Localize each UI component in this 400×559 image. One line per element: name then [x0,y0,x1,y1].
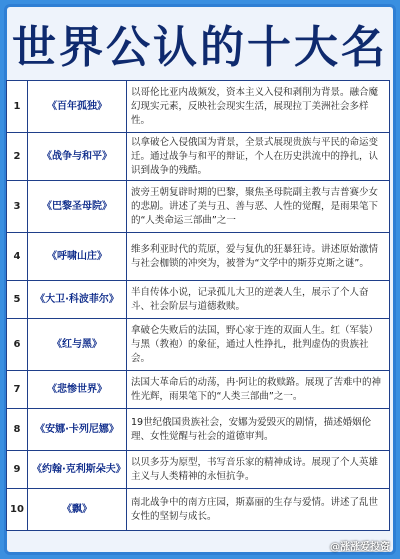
watermark: @涨涨爱投资 [330,542,390,553]
row-number: 2 [7,133,28,181]
book-description: 南北战争中的南方庄园，斯嘉丽的生存与爱情。讲述了乱世女性的坚韧与成长。 [127,489,390,531]
book-description: 拿破仑失败后的法国，野心家于连的双面人生。红（军装）与黑（教袍）的象征，通过人性挣扎，批判虚伪的贵族社会。 [127,319,390,371]
table-row [7,319,390,371]
book-title: 《红与黑》 [28,319,127,371]
book-title: 《呼啸山庄》 [28,233,127,281]
table-row [7,181,390,233]
book-title: 《百年孤独》 [28,81,127,133]
row-number: 6 [7,319,28,371]
book-description: 以哥伦比亚内战频发，资本主义入侵和剥削为背景。融合魔幻现实元素，反映社会现实生活，展现拉丁美洲社会多样性。 [127,81,390,133]
book-description: 波旁王朝复辟时期的巴黎，聚焦圣母院副主教与吉普赛少女的悲剧。讲述了美与丑、善与恶、人性的觉醒，是雨果笔下的“人类命运三部曲”之一 [127,181,390,233]
book-description: 以拿破仑入侵俄国为背景，全景式展现贵族与平民的命运变迁。通过战争与和平的辩证，个人在历史洪流中的挣扎，认识到战争的残酷。 [127,133,390,181]
row-number: 10 [7,489,28,531]
book-title: 《悲惨世界》 [28,371,127,409]
book-title: 《战争与和平》 [28,133,127,181]
row-number: 9 [7,451,28,489]
row-number: 4 [7,233,28,281]
book-description: 半自传体小说，记录孤儿大卫的逆袭人生，展示了个人奋斗、社会阶层与道德救赎。 [127,281,390,319]
book-title: 《约翰·克利斯朵夫》 [28,451,127,489]
book-description: 以贝多芬为原型，书写音乐家的精神成诗。展现了个人英雄主义与人类精神的永恒抗争。 [127,451,390,489]
book-description: 法国大革命后的动荡，冉·阿让的救赎路。展现了苦难中的神性光辉，雨果笔下的“人类三部曲”之一。 [127,371,390,409]
book-title: 《巴黎圣母院》 [28,181,127,233]
table-row [7,233,390,281]
book-title: 《大卫·科波菲尔》 [28,281,127,319]
book-description: 19世纪俄国贵族社会，安娜为爱毁灭的剧情，描述婚姻伦理、女性觉醒与社会的道德审判。 [127,409,390,451]
page-title: 世界公认的十大名 [12,22,388,73]
table-row [7,281,390,319]
book-title: 《安娜·卡列尼娜》 [28,409,127,451]
table-row [7,489,390,531]
table-row [7,451,390,489]
row-number: 3 [7,181,28,233]
table-row [7,371,390,409]
row-number: 1 [7,81,28,133]
table-row [7,133,390,181]
books-table [6,80,390,531]
table-row [7,409,390,451]
row-number: 8 [7,409,28,451]
row-number: 7 [7,371,28,409]
book-title: 《飘》 [28,489,127,531]
row-number: 5 [7,281,28,319]
table-row [7,81,390,133]
book-description: 维多利亚时代的荒原，爱与复仇的狂暴狂诗。讲述原始激情与社会枷锁的冲突为，被誉为“文学中的斯芬克斯之谜”。 [127,233,390,281]
